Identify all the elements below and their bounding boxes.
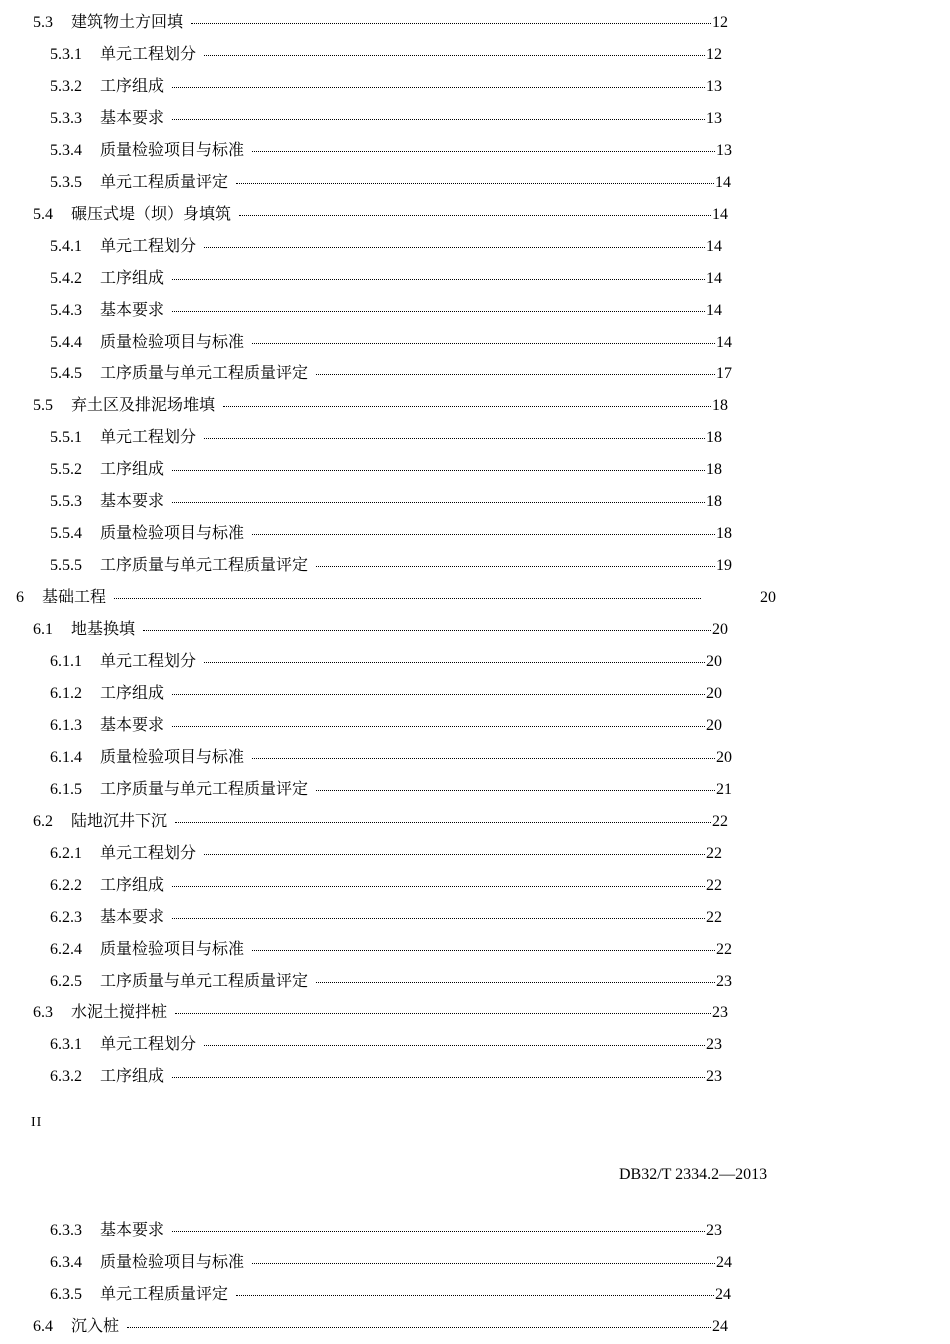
toc-entry-title: 工序质量与单元工程质量评定 [100, 780, 309, 798]
toc-entry-page: 13 [706, 77, 722, 95]
toc-entry[interactable] [50, 1034, 722, 1056]
toc-entry-page: 13 [716, 141, 732, 159]
dot-leader [316, 982, 715, 983]
toc-entry-title: 弃土区及排泥场堆填 [71, 397, 216, 415]
toc-entry-number: 6.2.3 [50, 908, 82, 926]
toc-entry-page: 17 [716, 365, 732, 383]
dot-leader [252, 151, 715, 152]
toc-entry[interactable] [33, 204, 728, 226]
toc-entry-title: 质量检验项目与标准 [100, 333, 245, 351]
dot-leader [143, 630, 711, 631]
toc-entry[interactable] [50, 683, 722, 705]
toc-entry-page: 23 [712, 1004, 728, 1022]
toc-entry-page: 24 [712, 1317, 728, 1335]
toc-entry-number: 6.2.5 [50, 972, 82, 990]
toc-entry-title: 基本要求 [100, 301, 165, 319]
toc-entry[interactable] [50, 747, 732, 769]
toc-entry-number: 6.2.4 [50, 940, 82, 958]
toc-entry-page: 23 [716, 972, 732, 990]
toc-entry[interactable] [50, 555, 732, 577]
toc-entry-page: 14 [706, 237, 722, 255]
toc-entry-page: 18 [712, 397, 728, 415]
toc-entry[interactable] [50, 779, 732, 801]
toc-entry[interactable] [50, 363, 732, 385]
toc-entry-number: 6.3.5 [50, 1285, 82, 1303]
dot-leader [172, 1231, 705, 1232]
toc-entry[interactable] [33, 1316, 728, 1338]
toc-entry-page: 20 [760, 589, 776, 607]
toc-entry-title: 单元工程划分 [100, 237, 197, 255]
toc-entry-number: 6.3 [33, 1004, 53, 1022]
toc-entry-title: 工序质量与单元工程质量评定 [100, 972, 309, 990]
dot-leader [204, 247, 705, 248]
toc-entry-title: 质量检验项目与标准 [100, 748, 245, 766]
toc-entry[interactable] [50, 843, 722, 865]
toc-entry-title: 单元工程划分 [100, 45, 197, 63]
toc-entry-number: 5.5.5 [50, 557, 82, 575]
toc-entry-title: 单元工程划分 [100, 844, 197, 862]
toc-entry[interactable] [50, 172, 731, 194]
toc-entry-title: 工序质量与单元工程质量评定 [100, 557, 309, 575]
toc-entry-number: 5.3.1 [50, 45, 82, 63]
dot-leader [223, 406, 711, 407]
toc-entry-page: 14 [716, 333, 732, 351]
toc-entry-page: 22 [706, 908, 722, 926]
toc-entry[interactable] [50, 76, 722, 98]
toc-entry-title: 工序组成 [100, 77, 165, 95]
toc-entry-number: 5.4 [33, 205, 53, 223]
dot-leader [172, 502, 705, 503]
dot-leader [316, 790, 715, 791]
toc-entry[interactable] [33, 12, 728, 34]
dot-leader [172, 279, 705, 280]
toc-entry-title: 单元工程质量评定 [100, 173, 229, 191]
toc-entry-page: 23 [706, 1222, 722, 1239]
dot-leader [172, 311, 705, 312]
toc-entry-number: 6.1 [33, 621, 53, 639]
toc-entry[interactable] [50, 1220, 722, 1242]
toc-entry[interactable] [50, 875, 722, 897]
dot-leader [239, 215, 711, 216]
toc-entry-title: 质量检验项目与标准 [100, 940, 245, 958]
dot-leader [172, 918, 705, 919]
toc-entry-number: 5.5.3 [50, 493, 82, 511]
toc-entry-number: 5.5.1 [50, 429, 82, 447]
toc-entry-title: 质量检验项目与标准 [100, 141, 245, 159]
dot-leader [191, 23, 711, 24]
toc-entry-page: 22 [712, 812, 728, 830]
toc-entry[interactable] [50, 523, 732, 545]
toc-entry-page: 13 [706, 109, 722, 127]
toc-entry-title: 碾压式堤（坝）身填筑 [71, 205, 232, 223]
toc-entry-page: 18 [706, 461, 722, 479]
toc-entry[interactable] [50, 651, 722, 673]
toc-entry-number: 5.3.4 [50, 141, 82, 159]
toc-entry-number: 6.2 [33, 812, 53, 830]
dot-leader [172, 886, 705, 887]
toc-entry-number: 6.3.1 [50, 1036, 82, 1054]
toc-entry[interactable] [50, 459, 722, 481]
dot-leader [316, 566, 715, 567]
toc-entry-title: 基本要求 [100, 109, 165, 127]
toc-entry-page: 14 [715, 173, 731, 191]
dot-leader [175, 822, 711, 823]
toc-entry-page: 18 [716, 525, 732, 543]
toc-entry-page: 22 [706, 844, 722, 862]
toc-entry-title: 基本要求 [100, 1222, 165, 1239]
dot-leader [204, 55, 705, 56]
toc-entry-number: 6.3.4 [50, 1253, 82, 1271]
toc-entry[interactable] [50, 236, 722, 258]
toc-entry-page: 23 [706, 1036, 722, 1054]
toc-entry[interactable] [50, 140, 732, 162]
toc-entry-page: 14 [706, 301, 722, 319]
toc-entry-page: 12 [712, 14, 728, 31]
toc-entry-page: 21 [716, 780, 732, 798]
toc-entry[interactable] [50, 1066, 722, 1088]
dot-leader [236, 1295, 714, 1296]
page-footer-number: II [31, 1115, 43, 1130]
toc-entry-title: 单元工程划分 [100, 653, 197, 670]
toc-entry-title: 地基换填 [71, 621, 136, 639]
toc-entry-number: 5.4.5 [50, 365, 82, 383]
toc-entry[interactable] [50, 907, 722, 929]
toc-entry-page: 12 [706, 45, 722, 63]
toc-entry[interactable] [33, 811, 728, 833]
toc-entry[interactable] [50, 300, 722, 322]
toc-entry-title: 基本要求 [100, 908, 165, 926]
toc-entry-title: 质量检验项目与标准 [100, 525, 245, 543]
toc-entry[interactable] [50, 491, 722, 513]
dot-leader [172, 726, 705, 727]
toc-entry-title: 工序组成 [100, 684, 165, 702]
toc-entry-title: 陆地沉井下沉 [71, 812, 168, 830]
toc-entry-number: 6.2.2 [50, 876, 82, 894]
dot-leader [204, 438, 705, 439]
toc-entry-number: 5.4.1 [50, 237, 82, 255]
toc-entry-title: 基本要求 [100, 716, 165, 734]
toc-entry-number: 6.2.1 [50, 844, 82, 862]
toc-entry-page: 19 [716, 557, 732, 575]
toc-entry[interactable] [50, 108, 722, 130]
toc-entry-number: 6.4 [33, 1317, 53, 1335]
toc-entry-number: 5.4.4 [50, 333, 82, 351]
toc-entry-title: 工序组成 [100, 876, 165, 894]
toc-entry-page: 24 [715, 1285, 731, 1303]
dot-leader [204, 1045, 705, 1046]
toc-entry-page: 14 [712, 205, 728, 223]
toc-entry[interactable] [50, 971, 732, 993]
toc-entry-title: 工序组成 [100, 269, 165, 287]
toc-entry-title: 基本要求 [100, 493, 165, 511]
toc-entry-title: 基础工程 [42, 589, 107, 607]
toc-entry[interactable] [50, 1252, 732, 1274]
toc-entry[interactable] [50, 939, 732, 961]
toc-entry-page: 20 [706, 653, 722, 670]
toc-entry-page: 20 [706, 716, 722, 734]
toc-entry-number: 5.5 [33, 397, 53, 415]
toc-entry-title: 单元工程划分 [100, 429, 197, 447]
toc-entry-number: 6.1.4 [50, 748, 82, 766]
toc-entry-number: 6.3.2 [50, 1068, 82, 1086]
dot-leader [172, 119, 705, 120]
toc-entry-title: 质量检验项目与标准 [100, 1253, 245, 1271]
toc-entry[interactable] [16, 587, 776, 609]
dot-leader [252, 758, 715, 759]
toc-entry-number: 6.1.1 [50, 653, 82, 670]
toc-entry-page: 14 [706, 269, 722, 287]
toc-entry-page: 23 [706, 1068, 722, 1086]
toc-entry-page: 20 [712, 621, 728, 639]
toc-entry-title: 单元工程质量评定 [100, 1285, 229, 1303]
toc-entry-number: 5.3.3 [50, 109, 82, 127]
dot-leader [252, 950, 715, 951]
page-header-standard: DB32/T 2334.2—2013 [619, 1166, 768, 1183]
toc-entry-title: 建筑物土方回填 [71, 14, 184, 31]
toc-entry[interactable] [50, 268, 722, 290]
toc-entry-number: 5.5.4 [50, 525, 82, 543]
toc-entry-page: 22 [706, 876, 722, 894]
dot-leader [114, 598, 701, 599]
toc-entry-number: 6.1.3 [50, 716, 82, 734]
toc-entry[interactable] [33, 395, 728, 417]
dot-leader [175, 1013, 711, 1014]
dot-leader [236, 183, 714, 184]
dot-leader [252, 1263, 715, 1264]
toc-entry[interactable] [33, 619, 728, 641]
toc-entry-title: 单元工程划分 [100, 1036, 197, 1054]
toc-entry-page: 20 [706, 684, 722, 702]
toc-entry-number: 5.3 [33, 14, 53, 31]
toc-entry-title: 水泥土搅拌桩 [71, 1004, 168, 1022]
toc-entry[interactable] [50, 427, 722, 449]
toc-entry-number: 5.5.2 [50, 461, 82, 479]
toc-entry-number: 6.3.3 [50, 1222, 82, 1239]
dot-leader [204, 662, 705, 663]
toc-entry-title: 工序质量与单元工程质量评定 [100, 365, 309, 383]
dot-leader [172, 694, 705, 695]
dot-leader [252, 343, 715, 344]
toc-entry-number: 5.4.3 [50, 301, 82, 319]
toc-entry-page: 18 [706, 429, 722, 447]
toc-entry-page: 22 [716, 940, 732, 958]
dot-leader [172, 87, 705, 88]
toc-entry-number: 5.3.2 [50, 77, 82, 95]
toc-entry[interactable] [50, 1284, 731, 1306]
dot-leader [172, 470, 705, 471]
toc-entry[interactable] [50, 715, 722, 737]
dot-leader [204, 854, 705, 855]
toc-entry-number: 6.1.2 [50, 684, 82, 702]
dot-leader [252, 534, 715, 535]
toc-entry-number: 5.4.2 [50, 269, 82, 287]
dot-leader [316, 374, 715, 375]
dot-leader [172, 1077, 705, 1078]
toc-entry-title: 沉入桩 [71, 1317, 120, 1335]
toc-entry-page: 24 [716, 1253, 732, 1271]
dot-leader [127, 1327, 711, 1328]
toc-entry[interactable] [33, 1002, 728, 1024]
toc-entry-title: 工序组成 [100, 1068, 165, 1086]
toc-entry-page: 20 [716, 748, 732, 766]
toc-entry[interactable] [50, 44, 722, 66]
toc-entry-number: 6.1.5 [50, 780, 82, 798]
toc-entry-page: 18 [706, 493, 722, 511]
toc-entry-title: 工序组成 [100, 461, 165, 479]
toc-entry[interactable] [50, 332, 732, 354]
toc-entry-number: 6 [16, 589, 24, 607]
toc-entry-number: 5.3.5 [50, 173, 82, 191]
